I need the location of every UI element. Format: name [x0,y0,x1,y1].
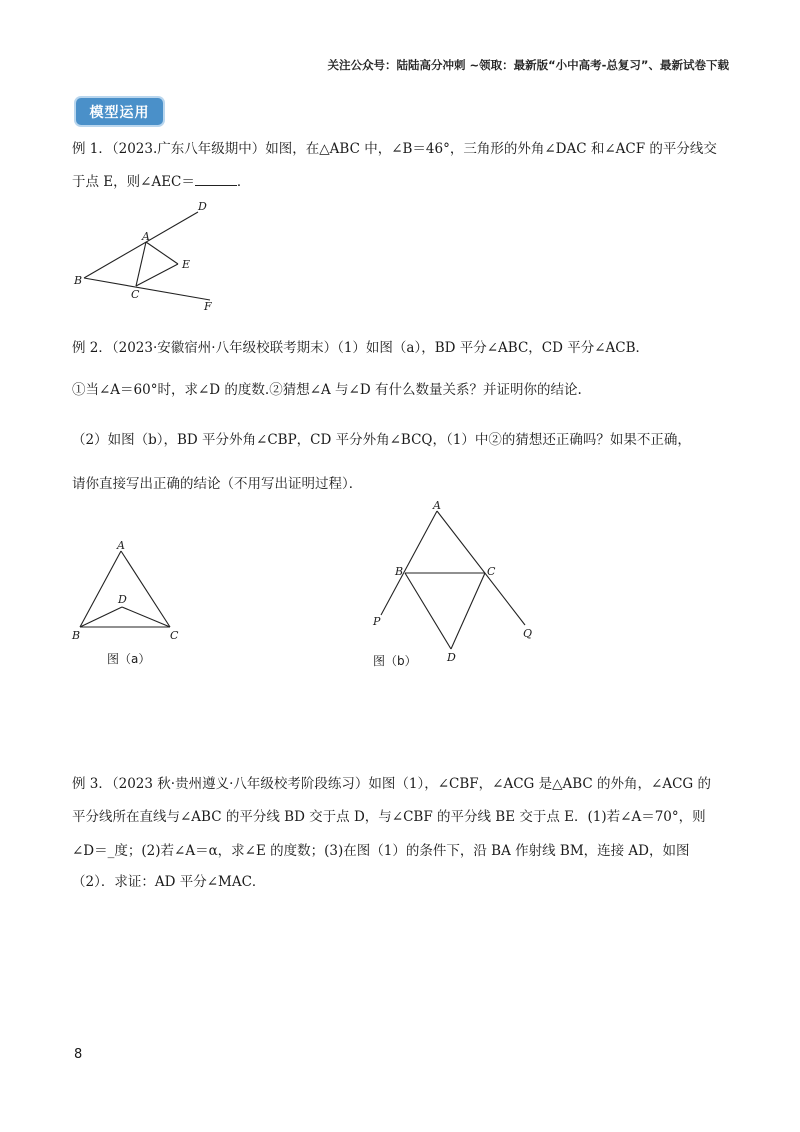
line-BF [84,278,210,300]
label-F: F [204,300,212,313]
fig-b-caption: 图（b） [373,654,417,668]
label-B: B [74,274,83,287]
line-CE [136,264,178,286]
answer-blank [195,173,237,186]
ex3-line4: （2）．求证：AD 平分∠MAC． [72,874,266,890]
ex2-line3: （2）如图（b），BD 平分外角∠CBP，CD 平分外角∠BCQ，（1）中②的猜想还正确吗？如果不正确， [72,432,691,448]
label-B: B [395,565,404,578]
ex3-line3: ∠D＝_度；(2)若∠A＝α，求∠E 的度数；(3)在图（1）的条件下，沿 BA 作射线 BM，连接 AD，如图 [72,843,690,859]
ex1-line2-suffix: ． [236,174,251,190]
line-BD [84,212,198,278]
label-D: D [118,593,127,606]
page-header: 关注公众号：陆陆高分冲刺 ~领取：最新版“小中高考-总复习”、最新试卷下载 [327,58,729,72]
ex2-line1: 例 2．（2023·安徽宿州·八年级校联考期末）（1）如图（a），BD 平分∠ABC，CD 平分∠ACB． [72,340,650,356]
ex1-line2-prefix: 于点 E，则∠AEC＝ [72,174,195,190]
page-number: 8 [74,1047,83,1062]
ex3-line1: 例 3．（2023 秋·贵州遵义·八年级校考阶段练习）如图（1），∠CBF，∠ACG 是△ABC 的外角，∠ACG 的 [72,776,711,792]
label-C: C [170,629,179,642]
label-E: E [182,258,191,271]
label-C: C [487,565,496,578]
ex2-figure-b [365,497,545,661]
ex2-line2: ①当∠A＝60°时，求∠D 的度数.②猜想∠A 与∠D 有什么数量关系？并证明你的结论. [72,382,582,398]
ex3-line2: 平分线所在直线与∠ABC 的平分线 BD 交于点 D，与∠CBF 的平分线 BE 交于点 E．(1)若∠A＝70°，则 [72,809,706,825]
ex1-figure [70,198,230,320]
label-A: A [433,499,441,512]
label-C: C [131,288,140,301]
line-AE [146,242,178,264]
label-B: B [72,629,81,642]
line-AC [136,242,146,286]
fig-a-caption: 图（a） [107,652,151,666]
ex1-line1: 例 1．（2023.广东八年级期中）如图，在△ABC 中，∠B＝46°，三角形的外角∠DAC 和∠ACF 的平分线交 [72,141,717,157]
ex2-line4: 请你直接写出正确的结论（不用写出证明过程）． [72,476,363,492]
fig-b-label-D: D [447,651,456,664]
section-badge: 模型运用 [76,98,163,125]
label-Q: Q [523,627,533,640]
label-P: P [373,615,381,628]
ex2-figure-a [68,535,193,649]
label-A: A [142,230,150,243]
label-D: D [198,200,207,213]
label-A: A [117,539,125,552]
ex1-line2 [72,172,250,192]
